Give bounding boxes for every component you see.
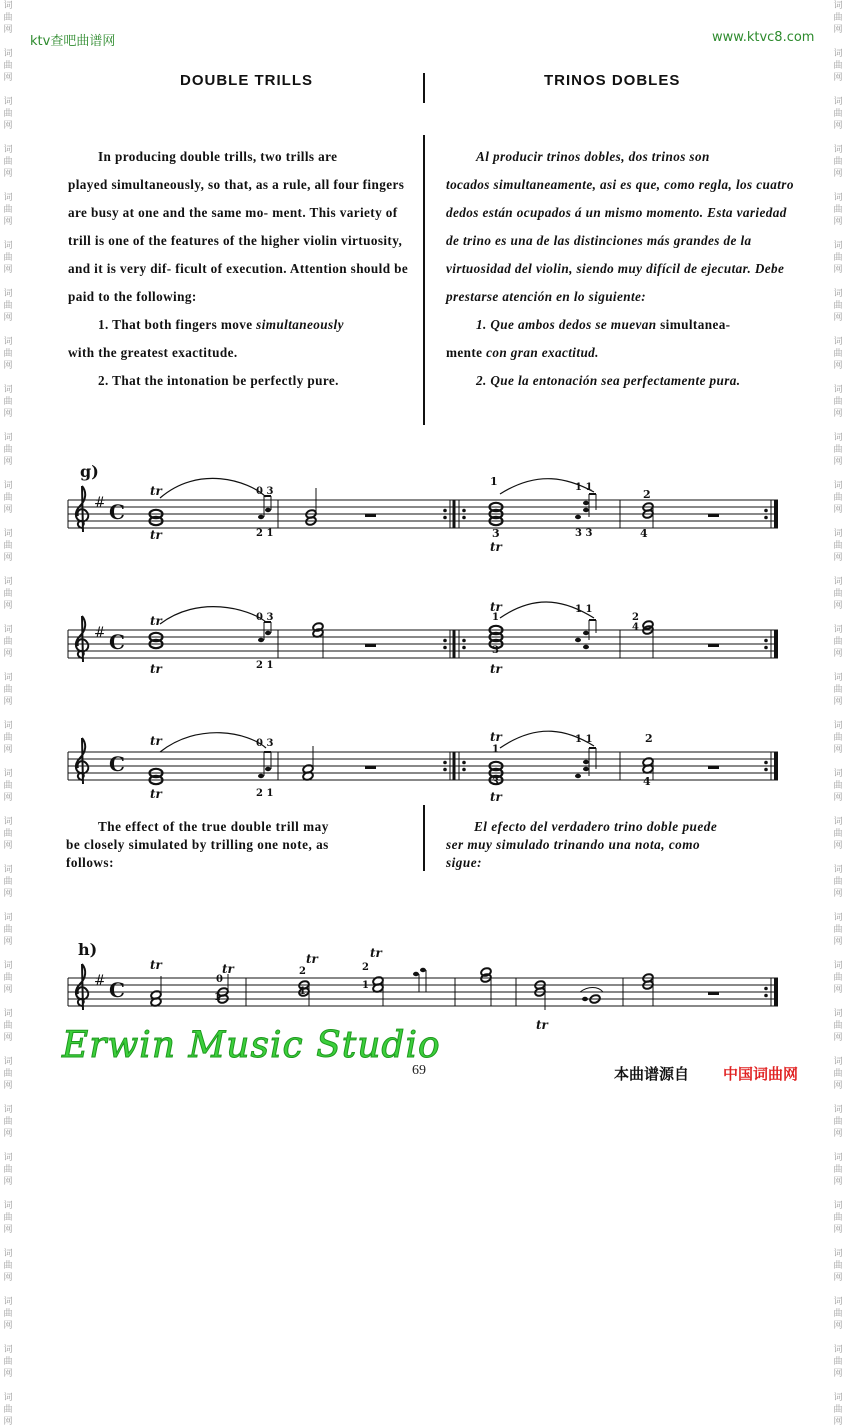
source-site[interactable]: 中国词曲网 bbox=[723, 1065, 799, 1083]
spanish-line: prestarse atención en lo siguiente: bbox=[446, 289, 647, 304]
watermark-char: 词 bbox=[833, 625, 843, 635]
simulate-spanish bbox=[446, 818, 791, 872]
fingering: 1 1 bbox=[575, 604, 593, 615]
watermark-char: 曲 bbox=[833, 685, 843, 695]
watermark-char: 网 bbox=[833, 985, 843, 995]
watermark-char: 网 bbox=[3, 553, 13, 563]
fingering: 0 3 bbox=[256, 486, 274, 497]
fingering: 2 bbox=[299, 966, 306, 977]
watermark-char: 网 bbox=[833, 697, 843, 707]
watermark-char: 曲 bbox=[833, 1021, 843, 1031]
watermark-char: 曲 bbox=[833, 349, 843, 359]
watermark-char: 词 bbox=[3, 721, 13, 731]
watermark-char: 网 bbox=[3, 1321, 13, 1331]
svg-text:#: # bbox=[94, 973, 106, 989]
english-point-1-emphasis: simultaneously bbox=[256, 317, 344, 332]
trill-mark: tr bbox=[490, 790, 502, 804]
watermark-char: 曲 bbox=[3, 61, 13, 71]
trill-mark: tr bbox=[150, 958, 162, 972]
watermark-char: 网 bbox=[3, 649, 13, 659]
watermark-char: 词 bbox=[833, 1, 843, 11]
watermark-char: 曲 bbox=[833, 1309, 843, 1319]
watermark-char: 词 bbox=[833, 913, 843, 923]
watermark-char: 网 bbox=[3, 697, 13, 707]
watermark-char: 网 bbox=[833, 313, 843, 323]
watermark-char: 网 bbox=[3, 505, 13, 515]
watermark-char: 词 bbox=[3, 1153, 13, 1163]
watermark-char: 词 bbox=[3, 769, 13, 779]
watermark-char: 曲 bbox=[833, 781, 843, 791]
watermark-char: 曲 bbox=[3, 733, 13, 743]
watermark-char: 词 bbox=[3, 481, 13, 491]
watermark-char: 网 bbox=[3, 265, 13, 275]
fingering: 2 bbox=[362, 962, 369, 973]
watermark-char: 词 bbox=[3, 577, 13, 587]
watermark-char: 网 bbox=[3, 1369, 13, 1379]
watermark-char: 网 bbox=[3, 169, 13, 179]
trill-mark: tr bbox=[150, 614, 162, 628]
watermark-char: 网 bbox=[3, 601, 13, 611]
watermark-char: 词 bbox=[3, 289, 13, 299]
svg-text:#: # bbox=[94, 495, 106, 511]
watermark-char: 词 bbox=[833, 1057, 843, 1067]
watermark-char: 网 bbox=[833, 265, 843, 275]
watermark-char: 曲 bbox=[833, 61, 843, 71]
watermark-char: 词 bbox=[3, 193, 13, 203]
spanish-line: los cuatro dedos están ocupados á un mismo bbox=[446, 177, 794, 220]
spanish-point-1-cont-plain: mente bbox=[446, 345, 487, 360]
watermark-char: 曲 bbox=[3, 205, 13, 215]
watermark-char: 词 bbox=[833, 1201, 843, 1211]
trill-mark: tr bbox=[490, 600, 502, 614]
watermark-char: 词 bbox=[833, 193, 843, 203]
simulate-spanish-line: sigue: bbox=[446, 855, 482, 870]
watermark-char: 网 bbox=[833, 121, 843, 131]
watermark-char: 词 bbox=[833, 385, 843, 395]
trill-mark: tr bbox=[536, 1018, 548, 1032]
watermark-char: 曲 bbox=[833, 1213, 843, 1223]
watermark-char: 网 bbox=[3, 937, 13, 947]
watermark-char: 词 bbox=[3, 817, 13, 827]
fingering: 1 bbox=[214, 992, 221, 1003]
watermark-char: 曲 bbox=[833, 493, 843, 503]
watermark-char: 网 bbox=[3, 889, 13, 899]
watermark-char: 曲 bbox=[3, 349, 13, 359]
spanish-line: momento. Esta variedad de trino es una de las bbox=[446, 205, 787, 248]
watermark-char: 网 bbox=[833, 889, 843, 899]
watermark-char: 曲 bbox=[3, 781, 13, 791]
watermark-char: 曲 bbox=[3, 13, 13, 23]
fingering: 1 1 bbox=[575, 734, 593, 745]
trill-mark: tr bbox=[306, 952, 318, 966]
watermark-char: 曲 bbox=[833, 109, 843, 119]
english-line: played simultaneously, so that, as a rule, all bbox=[68, 177, 330, 192]
watermark-char: 曲 bbox=[833, 157, 843, 167]
watermark-char: 词 bbox=[833, 1393, 843, 1403]
watermark-char: 网 bbox=[833, 1177, 843, 1187]
watermark-char: 词 bbox=[833, 1345, 843, 1355]
watermark-char: 曲 bbox=[833, 1069, 843, 1079]
watermark-char: 曲 bbox=[3, 1405, 13, 1415]
watermark-char: 网 bbox=[833, 1273, 843, 1283]
watermark-char: 网 bbox=[833, 361, 843, 371]
simulate-english bbox=[66, 818, 411, 872]
watermark-char: 网 bbox=[3, 1081, 13, 1091]
watermark-char: 网 bbox=[833, 553, 843, 563]
fingering: 2 1 bbox=[256, 660, 274, 671]
watermark-char: 词 bbox=[3, 625, 13, 635]
watermark-char: 网 bbox=[3, 457, 13, 467]
watermark-char: 曲 bbox=[3, 1117, 13, 1127]
fingering: 3 bbox=[492, 645, 499, 656]
simulate-english-line: follows: bbox=[66, 855, 114, 870]
watermark-char: 词 bbox=[833, 673, 843, 683]
site-url-right[interactable]: www.ktvc8.com bbox=[712, 30, 815, 45]
fingering: 3 3 bbox=[575, 528, 593, 539]
fingering: 2 1 bbox=[256, 528, 274, 539]
fingering: 0 3 bbox=[256, 738, 274, 749]
watermark-char: 曲 bbox=[3, 877, 13, 887]
english-point-1-cont: with the greatest exactitude. bbox=[68, 345, 238, 360]
watermark-char: 网 bbox=[3, 1033, 13, 1043]
watermark-char: 网 bbox=[833, 73, 843, 83]
fingering: 1 bbox=[362, 980, 369, 991]
watermark-char: 词 bbox=[3, 385, 13, 395]
watermark-char: 网 bbox=[3, 25, 13, 35]
watermark-char: 曲 bbox=[833, 925, 843, 935]
watermark-char: 曲 bbox=[833, 1117, 843, 1127]
watermark-char: 曲 bbox=[833, 829, 843, 839]
english-line: of the higher violin virtuosity, and it is very dif- bbox=[68, 233, 403, 276]
watermark-char: 网 bbox=[3, 841, 13, 851]
trill-mark: tr bbox=[150, 734, 162, 748]
watermark-char: 网 bbox=[833, 1081, 843, 1091]
fingering: 2 bbox=[645, 732, 653, 745]
watermark-char: 曲 bbox=[3, 157, 13, 167]
fingering: 0 3 bbox=[256, 612, 274, 623]
site-name-left[interactable]: ktv查吧曲谱网 bbox=[30, 34, 116, 49]
watermark-char: 曲 bbox=[833, 1405, 843, 1415]
watermark-char: 词 bbox=[833, 97, 843, 107]
trill-mark: tr bbox=[150, 484, 162, 498]
watermark-char: 曲 bbox=[3, 925, 13, 935]
watermark-char: 网 bbox=[833, 1129, 843, 1139]
trill-mark: tr bbox=[150, 528, 162, 542]
watermark-char: 网 bbox=[833, 25, 843, 35]
english-line: In producing double trills, two trills are bbox=[98, 149, 338, 164]
watermark-char: 词 bbox=[3, 1249, 13, 1259]
watermark-char: 网 bbox=[833, 937, 843, 947]
watermark-char: 曲 bbox=[3, 589, 13, 599]
watermark-char: 词 bbox=[3, 1297, 13, 1307]
watermark-char: 曲 bbox=[833, 301, 843, 311]
watermark-char: 词 bbox=[833, 145, 843, 155]
watermark-char: 曲 bbox=[3, 637, 13, 647]
watermark-char: 词 bbox=[833, 769, 843, 779]
spanish-line: violin, siendo muy difícil de ejecutar. Debe bbox=[535, 261, 785, 276]
watermark-char: 词 bbox=[3, 1009, 13, 1019]
fingering: 4 bbox=[632, 622, 639, 633]
watermark-char: 词 bbox=[833, 1249, 843, 1259]
watermark-char: 曲 bbox=[833, 877, 843, 887]
watermark-char: 网 bbox=[3, 1417, 13, 1427]
watermark-char: 词 bbox=[3, 97, 13, 107]
fingering: 1 bbox=[299, 986, 306, 997]
watermark-char: 网 bbox=[833, 841, 843, 851]
watermark-char: 网 bbox=[3, 121, 13, 131]
time-signature-g3: C bbox=[109, 752, 125, 776]
watermark-char: 网 bbox=[3, 985, 13, 995]
watermark-char: 网 bbox=[833, 649, 843, 659]
fingering: 3 bbox=[492, 777, 499, 788]
watermark-char: 曲 bbox=[833, 733, 843, 743]
watermark-char: 网 bbox=[833, 1321, 843, 1331]
watermark-char: 曲 bbox=[3, 1021, 13, 1031]
watermark-char: 网 bbox=[3, 1177, 13, 1187]
watermark-char: 曲 bbox=[3, 109, 13, 119]
watermark-char: 曲 bbox=[3, 1261, 13, 1271]
english-line: the following: bbox=[113, 289, 197, 304]
watermark-char: 网 bbox=[833, 409, 843, 419]
watermark-char: 词 bbox=[833, 1105, 843, 1115]
watermark-char: 曲 bbox=[3, 397, 13, 407]
watermark-char: 网 bbox=[3, 1225, 13, 1235]
source-label: 本曲谱源自 bbox=[614, 1065, 690, 1083]
watermark-char: 词 bbox=[833, 433, 843, 443]
fingering: 0 bbox=[216, 974, 223, 985]
watermark-char: 网 bbox=[833, 1369, 843, 1379]
staff-g3 bbox=[68, 731, 778, 784]
watermark-char: 词 bbox=[3, 1057, 13, 1067]
heading-spanish: TRINOS DOBLES bbox=[544, 72, 681, 89]
watermark-char: 曲 bbox=[3, 253, 13, 263]
english-line: ment. This variety of trill is one of the features bbox=[68, 205, 398, 248]
watermark-char: 词 bbox=[3, 337, 13, 347]
section-g-label: g) bbox=[80, 462, 99, 481]
simulate-spanish-line: ser muy simulado trinando una nota, como bbox=[446, 837, 701, 852]
watermark-char: 词 bbox=[833, 577, 843, 587]
watermark-char: 词 bbox=[833, 865, 843, 875]
heading-english: DOUBLE TRILLS bbox=[180, 72, 313, 89]
page-number: 69 bbox=[412, 1063, 426, 1078]
watermark-char: 网 bbox=[3, 745, 13, 755]
watermark-char: 曲 bbox=[3, 1165, 13, 1175]
watermark-char: 曲 bbox=[3, 1309, 13, 1319]
spanish-line: distinciones más grandes de la virtuosidad del bbox=[446, 233, 752, 276]
watermark-char: 词 bbox=[3, 433, 13, 443]
staff-g2 bbox=[68, 602, 778, 662]
svg-text:#: # bbox=[94, 625, 106, 641]
watermark-char: 曲 bbox=[833, 13, 843, 23]
watermark-char: 词 bbox=[833, 529, 843, 539]
watermark-char: 词 bbox=[833, 241, 843, 251]
watermark-char: 曲 bbox=[833, 973, 843, 983]
watermark-char: 网 bbox=[833, 1417, 843, 1427]
watermark-char: 曲 bbox=[3, 445, 13, 455]
spanish-line: Al producir trinos dobles, dos trinos son bbox=[476, 149, 710, 164]
watermark-char: 词 bbox=[3, 1393, 13, 1403]
staff-h bbox=[68, 964, 778, 1010]
english-point-1-text: 1. That both fingers move bbox=[98, 317, 257, 332]
fingering: 1 bbox=[492, 612, 499, 623]
watermark-char: 曲 bbox=[833, 205, 843, 215]
trill-mark: tr bbox=[150, 787, 162, 801]
watermark-char: 曲 bbox=[3, 541, 13, 551]
staff-g1 bbox=[68, 478, 778, 532]
trill-mark: tr bbox=[490, 730, 502, 744]
watermark-char: 词 bbox=[833, 337, 843, 347]
fingering: 3 bbox=[492, 527, 500, 540]
watermark-char: 网 bbox=[833, 457, 843, 467]
spanish-point-2: 2. Que la entonación sea perfectamente pura. bbox=[476, 373, 741, 388]
fingering: 2 bbox=[643, 488, 651, 501]
simulate-english-line: be closely simulated by trilling one note, as bbox=[66, 837, 329, 852]
watermark-char: 网 bbox=[833, 169, 843, 179]
watermark-char: 曲 bbox=[3, 829, 13, 839]
english-point-2: 2. That the intonation be perfectly pure. bbox=[98, 373, 339, 388]
watermark-char: 词 bbox=[3, 673, 13, 683]
watermark-char: 词 bbox=[3, 529, 13, 539]
watermark-char: 词 bbox=[833, 817, 843, 827]
watermark-char: 曲 bbox=[833, 253, 843, 263]
watermark-char: 词 bbox=[3, 1345, 13, 1355]
spanish-point-1-cont-italic: con gran exactitud. bbox=[486, 345, 599, 360]
watermark-char: 网 bbox=[833, 745, 843, 755]
watermark-char: 词 bbox=[833, 289, 843, 299]
watermark-char: 网 bbox=[3, 409, 13, 419]
watermark-char: 网 bbox=[833, 793, 843, 803]
fingering: 4 bbox=[643, 775, 651, 788]
watermark-char: 网 bbox=[833, 505, 843, 515]
watermark-char: 曲 bbox=[3, 1357, 13, 1367]
watermark-char: 曲 bbox=[3, 301, 13, 311]
english-line: ficult of execution. Attention should be paid to bbox=[68, 261, 409, 304]
fingering: 1 bbox=[492, 744, 499, 755]
trill-mark: tr bbox=[490, 540, 502, 554]
trill-mark: tr bbox=[150, 662, 162, 676]
watermark-char: 曲 bbox=[833, 1357, 843, 1367]
watermark-char: 曲 bbox=[833, 1261, 843, 1271]
english-line: four fingers are busy at one and the same mo- bbox=[68, 177, 405, 220]
time-signature-h: C bbox=[109, 978, 125, 1002]
watermark-char: 曲 bbox=[833, 397, 843, 407]
time-signature-g2: C bbox=[109, 630, 125, 654]
watermark-char: 曲 bbox=[3, 1213, 13, 1223]
watermark-char: 网 bbox=[3, 217, 13, 227]
watermark-char: 词 bbox=[833, 721, 843, 731]
spanish-point-1-plain: simultanea- bbox=[660, 317, 731, 332]
watermark-char: 网 bbox=[833, 217, 843, 227]
studio-logo: Erwin Music Studio bbox=[62, 1025, 441, 1066]
trill-mark: tr bbox=[222, 962, 234, 976]
watermark-char: 曲 bbox=[833, 1165, 843, 1175]
watermark-char: 词 bbox=[3, 1105, 13, 1115]
watermark-char: 网 bbox=[3, 313, 13, 323]
watermark-char: 曲 bbox=[3, 685, 13, 695]
watermark-char: 曲 bbox=[833, 637, 843, 647]
watermark-char: 曲 bbox=[3, 973, 13, 983]
watermark-char: 曲 bbox=[833, 445, 843, 455]
watermark-char: 曲 bbox=[833, 541, 843, 551]
watermark-char: 词 bbox=[3, 1, 13, 11]
watermark-char: 词 bbox=[3, 241, 13, 251]
watermark-char: 词 bbox=[833, 481, 843, 491]
watermark-char: 词 bbox=[833, 1009, 843, 1019]
watermark-char: 网 bbox=[3, 361, 13, 371]
watermark-char: 词 bbox=[3, 49, 13, 59]
watermark-char: 词 bbox=[833, 1153, 843, 1163]
watermark-char: 网 bbox=[3, 73, 13, 83]
simulate-english-line: The effect of the true double trill may bbox=[98, 819, 329, 834]
watermark-char: 网 bbox=[3, 793, 13, 803]
watermark-char: 词 bbox=[833, 1297, 843, 1307]
fingering: 1 bbox=[490, 475, 498, 488]
watermark-char: 网 bbox=[833, 601, 843, 611]
fingering: 1 1 bbox=[575, 482, 593, 493]
watermark-char: 曲 bbox=[3, 1069, 13, 1079]
section-h-label: h) bbox=[78, 940, 98, 959]
fingering: 2 1 bbox=[256, 788, 274, 799]
watermark-char: 网 bbox=[833, 1033, 843, 1043]
watermark-char: 词 bbox=[3, 961, 13, 971]
watermark-char: 曲 bbox=[833, 589, 843, 599]
watermark-char: 词 bbox=[833, 49, 843, 59]
watermark-char: 网 bbox=[3, 1129, 13, 1139]
time-signature-g1: C bbox=[109, 500, 125, 524]
trill-mark: tr bbox=[490, 662, 502, 676]
watermark-char: 词 bbox=[833, 961, 843, 971]
simulate-spanish-line: El efecto del verdadero trino doble puede bbox=[474, 819, 718, 834]
watermark-char: 词 bbox=[3, 913, 13, 923]
watermark-char: 词 bbox=[3, 865, 13, 875]
watermark-char: 曲 bbox=[3, 493, 13, 503]
watermark-char: 网 bbox=[833, 1225, 843, 1235]
watermark-char: 网 bbox=[3, 1273, 13, 1283]
fingering: 2 bbox=[632, 612, 639, 623]
watermark-char: 词 bbox=[3, 145, 13, 155]
watermark-char: 词 bbox=[3, 1201, 13, 1211]
fingering: 4 bbox=[640, 527, 648, 540]
spanish-point-1-text: 1. Que ambos dedos se muevan bbox=[476, 317, 661, 332]
spanish-line: tocados simultaneamente, asi es que, como regla, bbox=[446, 177, 733, 192]
trill-mark: tr bbox=[370, 946, 382, 960]
